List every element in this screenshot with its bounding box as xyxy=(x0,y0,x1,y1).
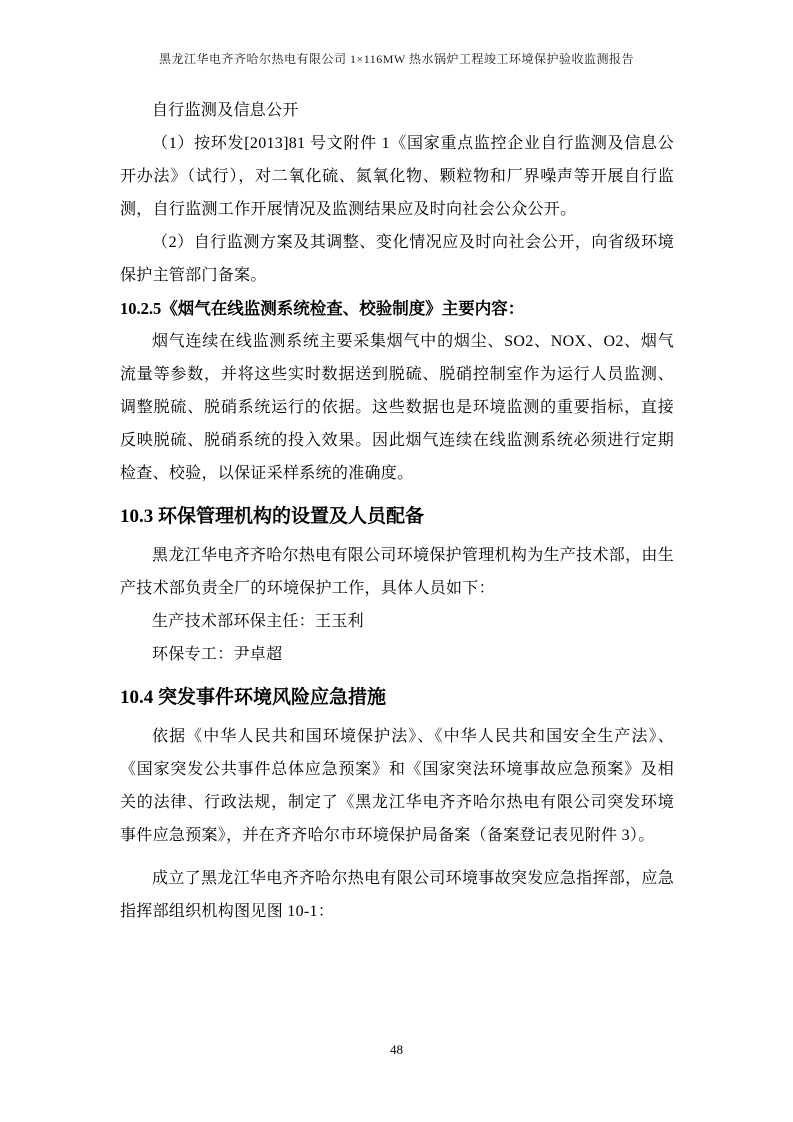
document-body xyxy=(120,94,674,928)
paragraph-self-monitoring-title: 自行监测及信息公开 xyxy=(152,102,299,119)
paragraph-item-2: （2）自行监测方案及其调整、变化情况应及时向社会公开，向省级环境保护主管部门备案。 xyxy=(120,234,674,284)
paragraph-emergency-command: 成立了黑龙江华电齐齐哈尔热电有限公司环境事故突发应急指挥部，应急指挥部组织机构图见图 10-1： xyxy=(120,870,674,920)
paragraph-item-1: （1）按环发[2013]81 号文附件 1《国家重点监控企业自行监测及信息公开办法》（试行），对二氧化硫、氮氧化物、颗粒物和厂界噪声等开展自行监测，自行监测工作开展情况及监测结果应及时向社会公众公开。 xyxy=(120,135,674,218)
heading-10-2-5: 10.2.5《烟气在线监测系统检查、校验制度》主要内容： xyxy=(120,299,525,318)
page-number: 48 xyxy=(390,1042,403,1057)
line-ep-director: 生产技术部环保主任：王玉利 xyxy=(152,613,364,630)
heading-10-3: 10.3 环保管理机构的设置及人员配备 xyxy=(120,506,425,527)
paragraph-cems-description: 烟气连续在线监测系统主要采集烟气中的烟尘、SO2、NOX、O2、烟气流量等参数，并将这些实时数据送到脱硫、脱硝控制室作为运行人员监测、调整脱硫、脱硝系统运行的依据。这些数据也是环境监测的重要指标，直接反映脱硫、脱硝系统的投入效果。因此烟气连续在线监测系统必须进行定期检查、校验，以保证采样系统的准确度。 xyxy=(120,333,674,482)
paragraph-ep-management: 黑龙江华电齐齐哈尔热电有限公司环境保护管理机构为生产技术部，由生产技术部负责全厂的环境保护工作，具体人员如下： xyxy=(120,547,674,597)
line-ep-specialist: 环保专工：尹卓超 xyxy=(152,646,283,663)
report-running-header: 黑龙江华电齐齐哈尔热电有限公司 1×116MW 热水锅炉工程竣工环境保护验收监测报告 xyxy=(158,52,635,66)
heading-10-4: 10.4 突发事件环境风险应急措施 xyxy=(120,687,387,708)
paragraph-emergency-plan: 依据《中华人民共和国环境保护法》、《中华人民共和国安全生产法》、《国家突发公共事件总体应急预案》和《国家突法环境事故应急预案》及相关的法律、行政法规，制定了《黑龙江华电齐齐哈尔热电有限公司突发环境事件应急预案》，并在齐齐哈尔市环境保护局备案（备案登记表见附件 3）。 xyxy=(120,728,674,844)
